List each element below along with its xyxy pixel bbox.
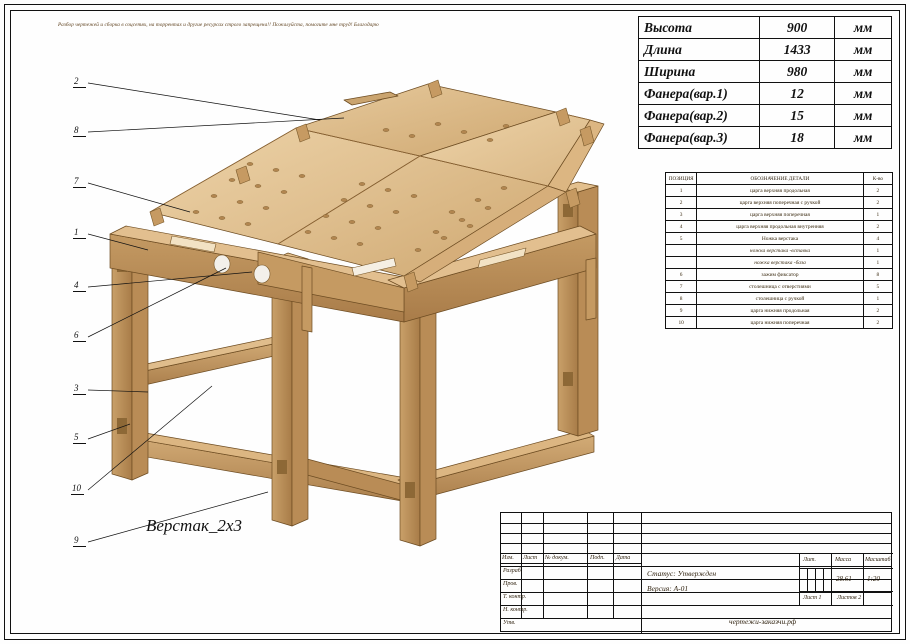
bom-desc: царга верхняя поперечная с ручкой bbox=[697, 197, 863, 209]
callout-4: 4 bbox=[74, 280, 79, 290]
tb-col-data: Дата bbox=[616, 555, 631, 561]
bom-desc: царга нижняя поперечная bbox=[697, 317, 863, 329]
tb-col-podp: Подп. bbox=[590, 555, 605, 561]
bom-desc: царга нижняя продольная bbox=[697, 305, 863, 317]
bom-qty: 1 bbox=[863, 293, 892, 305]
table-row bbox=[666, 317, 893, 329]
bom-pos: 1 bbox=[666, 185, 697, 197]
tb-lit-label: Лит. bbox=[803, 557, 816, 563]
tb-status: Статус: Утвержден bbox=[647, 569, 717, 578]
specification-table bbox=[638, 16, 892, 149]
table-row bbox=[666, 269, 893, 281]
bom-qty: 5 bbox=[863, 281, 892, 293]
spec-name: Фанера(вар.3) bbox=[639, 127, 760, 149]
callout-9: 9 bbox=[74, 535, 79, 545]
table-row bbox=[666, 197, 893, 209]
bom-qty: 2 bbox=[863, 317, 892, 329]
bom-desc: столешница с ручкой bbox=[697, 293, 863, 305]
spec-name: Высота bbox=[639, 17, 760, 39]
table-row bbox=[666, 281, 893, 293]
bom-qty: 2 bbox=[863, 185, 892, 197]
bom-header-qty: К-во bbox=[863, 173, 892, 185]
spec-row bbox=[639, 127, 892, 149]
tb-scale-label: Масштаб bbox=[865, 557, 891, 563]
spec-value: 12 bbox=[759, 83, 834, 105]
spec-row bbox=[639, 61, 892, 83]
bom-pos: 2 bbox=[666, 197, 697, 209]
bom-pos: 3 bbox=[666, 209, 697, 221]
bom-pos: 7 bbox=[666, 281, 697, 293]
bom-header-desc: ОБОЗНАЧЕНИЕ ДЕТАЛИ bbox=[697, 173, 863, 185]
table-row bbox=[666, 257, 893, 269]
callout-3: 3 bbox=[74, 383, 79, 393]
table-row bbox=[666, 185, 893, 197]
tb-sheet: Лист 1 bbox=[803, 595, 822, 601]
tb-col-list: Лист bbox=[523, 555, 538, 561]
bom-pos: 8 bbox=[666, 293, 697, 305]
tb-role-utv: Утв. bbox=[503, 620, 516, 626]
bom-qty: 1 bbox=[863, 209, 892, 221]
tb-col-izm: Изм. bbox=[502, 555, 514, 561]
spec-unit: мм bbox=[835, 17, 892, 39]
spec-unit: мм bbox=[835, 105, 892, 127]
bom-desc: зажим фиксатор bbox=[697, 269, 863, 281]
tb-sheets: Листов 2 bbox=[837, 595, 862, 601]
bom-header-row bbox=[666, 173, 893, 185]
spec-name: Ширина bbox=[639, 61, 760, 83]
tb-mass-label: Масса bbox=[835, 557, 852, 563]
callout-5: 5 bbox=[74, 432, 79, 442]
callout-10: 10 bbox=[72, 483, 81, 493]
bom-pos: 6 bbox=[666, 269, 697, 281]
callout-8: 8 bbox=[74, 125, 79, 135]
spec-value: 18 bbox=[759, 127, 834, 149]
bom-desc: царга верхняя продольная bbox=[697, 185, 863, 197]
callout-7: 7 bbox=[74, 176, 79, 186]
tb-role-tkontr: Т. контр. bbox=[503, 594, 527, 600]
bom-pos: 4 bbox=[666, 221, 697, 233]
table-row bbox=[666, 245, 893, 257]
bom-qty: 1 bbox=[863, 245, 892, 257]
tb-role-nkontr: Н. контр. bbox=[503, 607, 528, 613]
tb-version: Версия: А-01 bbox=[647, 584, 689, 593]
spec-name: Фанера(вар.1) bbox=[639, 83, 760, 105]
copyright-note: Разбор чертежей и сборка в соцсетях, на торрентах и другие ресурсах строго запрещена!! Пожалуйста, помогите мне труд! Благодарю bbox=[58, 22, 379, 28]
bom-qty: 8 bbox=[863, 269, 892, 281]
bom-qty: 4 bbox=[863, 233, 892, 245]
spec-row bbox=[639, 105, 892, 127]
table-row bbox=[666, 221, 893, 233]
spec-row bbox=[639, 39, 892, 61]
bom-header-pos: ПОЗИЦИЯ bbox=[666, 173, 697, 185]
bom-pos: 10 bbox=[666, 317, 697, 329]
spec-row bbox=[639, 17, 892, 39]
table-row bbox=[666, 233, 893, 245]
spec-value: 900 bbox=[759, 17, 834, 39]
table-row bbox=[666, 209, 893, 221]
bom-pos: 5 bbox=[666, 233, 697, 245]
bom-qty: 2 bbox=[863, 197, 892, 209]
tb-role-prov: Пров. bbox=[503, 581, 518, 587]
bom-desc: ножка верстака -база bbox=[697, 257, 863, 269]
bom-desc: царга верхняя поперечная bbox=[697, 209, 863, 221]
spec-name: Длина bbox=[639, 39, 760, 61]
bom-pos: 9 bbox=[666, 305, 697, 317]
tb-role-razrab: Разраб. bbox=[503, 568, 523, 574]
bom-desc: Ножка верстака bbox=[697, 233, 863, 245]
bom-pos bbox=[666, 245, 697, 257]
spec-value: 1433 bbox=[759, 39, 834, 61]
table-row bbox=[666, 293, 893, 305]
title-block bbox=[500, 512, 892, 632]
tb-site-url: чертежи-заказчи.рф bbox=[729, 617, 797, 626]
spec-value: 15 bbox=[759, 105, 834, 127]
bom-pos bbox=[666, 257, 697, 269]
tb-col-dokum: № докум. bbox=[545, 555, 569, 561]
spec-name: Фанера(вар.2) bbox=[639, 105, 760, 127]
bom-qty: 2 bbox=[863, 221, 892, 233]
table-row bbox=[666, 305, 893, 317]
spec-unit: мм bbox=[835, 83, 892, 105]
drawing-title: Верстак_2х3 bbox=[146, 516, 242, 535]
bom-desc: столешница с отверстиями bbox=[697, 281, 863, 293]
bom-qty: 1 bbox=[863, 257, 892, 269]
bill-of-materials-table bbox=[665, 172, 893, 329]
spec-value: 980 bbox=[759, 61, 834, 83]
spec-unit: мм bbox=[835, 127, 892, 149]
bom-qty: 2 bbox=[863, 305, 892, 317]
spec-unit: мм bbox=[835, 39, 892, 61]
callout-6: 6 bbox=[74, 330, 79, 340]
bom-desc: царга верхняя продольная внутренняя bbox=[697, 221, 863, 233]
tb-mass-value: 28.61 bbox=[836, 575, 852, 583]
callout-1: 1 bbox=[74, 227, 79, 237]
bom-desc: ножка верстака -вставка bbox=[697, 245, 863, 257]
spec-row bbox=[639, 83, 892, 105]
callout-2: 2 bbox=[74, 76, 79, 86]
spec-unit: мм bbox=[835, 61, 892, 83]
tb-scale-value: 1:20 bbox=[867, 575, 880, 583]
